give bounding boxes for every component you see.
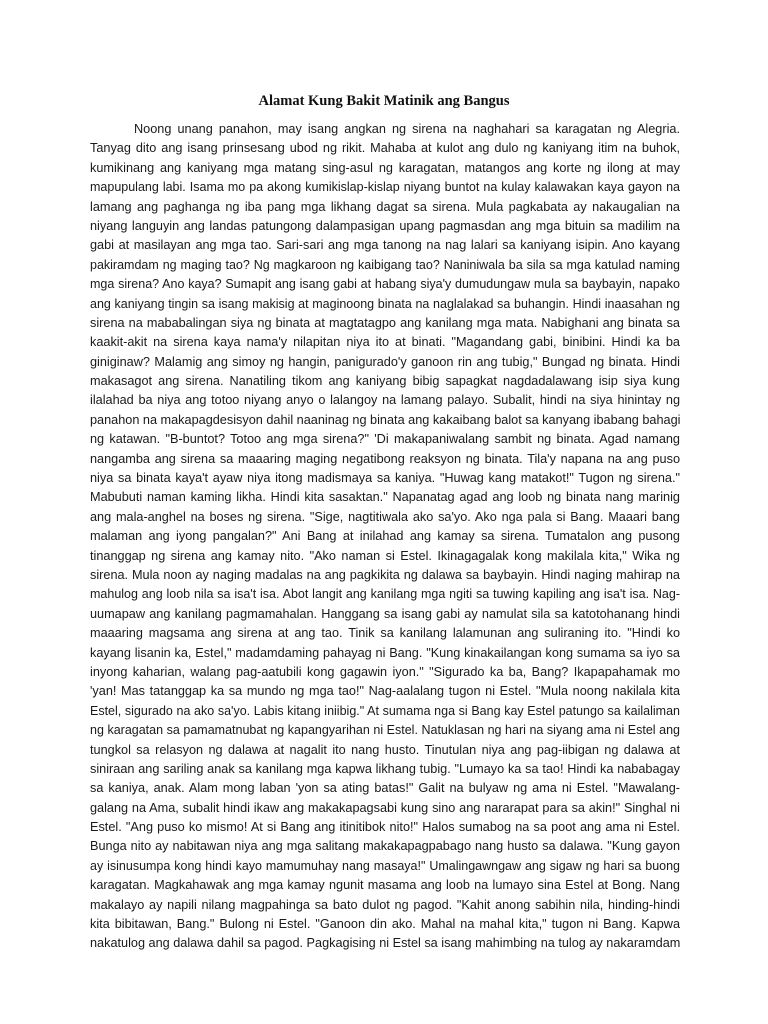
text-line: kaakit-akit na sirena kaya nama'y nilapitan niya ito at binati. "Magandang gabi, binibini. Hindi ka ba [90,335,680,350]
text-line: karagatan. Magkahawak ang mga kamay ngunit masama ang loob na lumayo sina Estel at Bong. Nang [90,878,680,893]
text-line: sirena na mababalingan siya ng binata at magtatagpo ang kanilang mga mata. Nabighani ang binata sa [90,315,680,330]
text-line: ng karagatan sa pamamatnubat ng kapangyarihan ni Estel. Natuklasan ng hari na siyang ama ni Estel ang [90,723,680,738]
text-line: kita bibitawan, Bang." Bulong ni Estel. "Ganoon din ako. Mahal na mahal kita," tugon ni Bang. Kapwa [90,917,680,932]
text-line: mahulog ang loob nila sa isa't isa. Abot langit ang kanilang mga ngiti sa tuwing kapiling ang isa't isa. Nag- [90,587,680,602]
text-line: maaaring magsama ang sirena at ang tao. Tinik sa kanilang lalamunan ang suliraning ito. "Hindi ko [90,626,680,641]
text-line: kayang lisanin ka, Estel," madamdaming pahayag ni Bang. "Kung kinakailangan kong sumama sa iyo sa [90,645,680,660]
text-line: makasagot ang sirena. Nanatiling tikom ang kaniyang bibig sapagkat nagdadalawang isip siya kung [90,374,680,389]
text-line: tinanggap ng sirena ang kamay nito. "Ako naman si Estel. Ikinagagalak kong makilala kita," Wika ng [90,548,680,563]
text-line: pakiramdam ng maging tao? Ng magkaroon ng kaibigang tao? Naniniwala ba sila sa mga katulad naming [90,257,680,272]
text-line: makalayo ay napili nilang magpahinga sa bato dulot ng pagod. "Kahit anong sabihin nila, hinding-hindi [90,897,680,912]
text-line: niya sa binata kaya't ayaw niya itong madismaya sa kaniya. "Huwag kang matakot!" Tugon ng sirena." [90,471,680,486]
page-title: Alamat Kung Bakit Matinik ang Bangus [258,93,510,109]
text-line: niyang languyin ang landas patungong dalampasigan upang pagmasdan ang mga bituin sa madilim na [90,218,680,233]
text-line: Mabubuti naman kaming likha. Hindi kita sasaktan." Napanatag agad ang loob ng binata nang marinig [90,490,680,505]
text-line: sirena. Mula noon ay naging madalas na ang pagkikita ng dalawa sa baybayin. Hindi naging mahirap na [90,567,680,582]
text-line: sa kaniya, anak. Alam mong laban 'yon sa ating batas!" Galit na bulyaw ng ama ni Estel. "Mawalang- [90,781,680,796]
text-line: malaman ang iyong pangalan?" Ani Bang at inilahad ang kamay sa sirena. Tumatalon ang pusong [90,529,680,544]
text-line: siniraan ang sariling anak sa kanilang mga kapwa likhang tubig. "Lumayo ka sa tao! Hindi ka nababagay [90,761,680,776]
text-line: tungkol sa relasyon ng dalawa at nagalit ito nang husto. Tinutulan niya ang pag-iibigan ng dalawa at [90,742,680,757]
text-line: nakatulog ang dalawa dahil sa pagod. Pagkagising ni Estel sa isang mahimbing na tulog ay nakaramdam [90,936,680,951]
text-line: ang mala-anghel na boses ng sirena. "Sige, nagtitiwala ako sa'yo. Ako nga pala si Bang. Maaari bang [90,509,680,524]
text-line: ay isinusumpa kong hindi kayo mamumuhay nang masaya!" Umalingawngaw ang sigaw ng hari sa buong [90,858,680,873]
text-line: gabi at masilayan ang mga tao. Sari-sari ang mga tanong na nag lalari sa kaniyang isipin. Ano kayang [90,238,680,253]
text-line: inyong kaharian, walang pag-aatubili kong gagawin iyon." "Sigurado ka ba, Bang? Ikapapahamak mo [90,664,680,679]
text-line: mapupulang labi. Isama mo pa akong kumikislap-kislap niyang buntot na kulay kalawakan kaya gayon na [90,180,680,195]
text-line: nangamba ang sirena sa maaaring maging negatibong reaksyon ng binata. Tila'y napana na ang puso [90,451,680,466]
text-line: ilalahad ba niya ang totoo niyang anyo o lalangoy na lamang palayo. Subalit, hindi na siya hinintay ng [90,393,680,408]
text-line: Estel, sigurado na ako sa'yo. Labis kitang iniibig." At sumama nga si Bang kay Estel patungo sa kailaliman [90,703,680,718]
text-line: Noong unang panahon, may isang angkan ng sirena na naghahari sa karagatan ng Alegria. [134,122,680,136]
text-line: panahon na makapagdesisyon dahil naaninag ng binata ang kakaibang balot sa kanyang ibabang bahagi [90,412,680,427]
text-line: Tanyag dito ang isang prinsesang ubod ng rikit. Mahaba at kulot ang dulo ng kaniyang itim na buhok, [90,141,680,156]
text-line: uumapaw ang kanilang pagmamahalan. Hanggang sa isang gabi ay namulat sila sa katotohanang hindi [90,606,680,621]
story-paragraph [90,120,680,954]
text-line: lamang ang paghanga ng iba pang mga likhang dagat sa sirena. Mula pagkabata ay nakaugalian na [90,199,680,214]
text-line: mga sirena? Ano kaya? Sumapit ang isang gabi at habang siya'y dumudungaw mula sa baybayin, napako [90,277,680,292]
text-line: galang na Ama, subalit hindi ikaw ang makakapagsabi kung sino ang nararapat para sa akin!" Singhal ni [90,800,680,815]
text-line: kumikinang ang kaniyang mga matang sing-asul ng karagatan, matangos ang korte ng ilong at may [90,160,680,175]
text-line: giniginaw? Malamig ang simoy ng hangin, panigurado'y ganoon rin ang tubig," Bungad ng binata. Hindi [90,354,680,369]
text-line: 'yan! Mas tatanggap ka sa mundo ng mga tao!" Nag-aalalang tugon ni Estel. "Mula noong nakilala kita [90,684,680,699]
text-line: Bunga nito ay nabitawan niya ang mga salitang makakapagpabago nang husto sa dalawa. "Kung gayon [90,839,680,854]
text-line: Estel. "Ang puso ko mismo! At si Bang ang itinitibok nito!" Halos sumabog na sa poot ang ama ni Estel. [90,820,680,835]
text-line: ng katawan. "B-buntot? Totoo ang mga sirena?" 'Di makapaniwalang sambit ng binata. Agad namang [90,432,680,447]
text-line: ang kaniyang tingin sa isang makisig at maginoong binata na naglalakad sa buhangin. Hindi inaasahan ng [90,296,680,311]
